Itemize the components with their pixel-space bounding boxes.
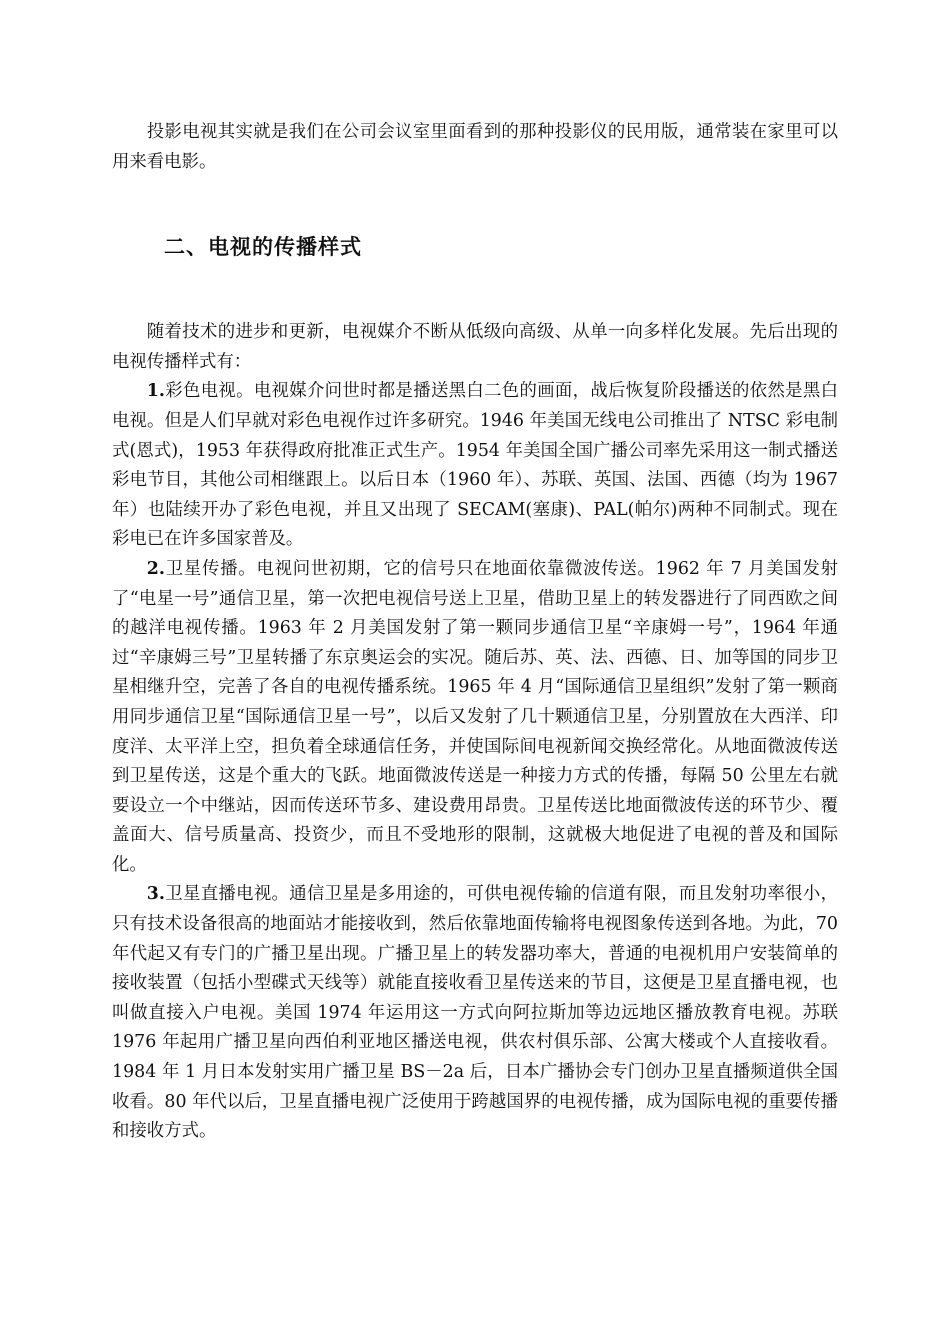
spacer xyxy=(112,177,838,232)
lead-paragraph: 随着技术的进步和更新，电视媒介不断从低级向高级、从单一向多样化发展。先后出现的电视传播样式有： xyxy=(112,322,838,372)
section-heading: 二、电视的传播样式 xyxy=(164,235,362,260)
item-paragraph-1 xyxy=(112,377,838,555)
item-text: 彩色电视。电视媒介问世时都是播送黑白二色的画面，战后恢复阶段播送的依然是黑白电视。但是人们早就对彩色电视作过许多研究。1946 年美国无线电公司推出了 NTSC 彩电制式(恩式)，1953 年获得政府批准正式生产。1954 年美国全国广播公司率先采用这一制式播送彩电节目，其他公司相继跟上。以后日本（1960 年）、苏联、英国、法国、西德（均为 1967 年）也陆续开办了彩色电视，并且又出现了 SECAM(塞康)、PAL(帕尔)两种不同制式。现在彩电已在许多国家普及。 xyxy=(112,381,838,550)
document-page xyxy=(112,118,838,1147)
intro-paragraph: 投影电视其实就是我们在公司会议室里面看到的那种投影仪的民用版，通常装在家里可以用来看电影。 xyxy=(112,122,838,172)
item-paragraph-2 xyxy=(112,555,838,881)
item-text: 卫星传播。电视问世初期，它的信号只在地面依靠微波传送。1962 年 7 月美国发射了“电星一号”通信卫星，第一次把电视信号送上卫星，借助卫星上的转发器进行了同西欧之间的越洋电视传播。1963 年 2 月美国发射了第一颗同步通信卫星“辛康姆一号”，1964 年通过“辛康姆三号”卫星转播了东京奥运会的实况。随后苏、英、法、西德、日、加等国的同步卫星相继升空，完善了各自的电视传播系统。1965 年 4 月“国际通信卫星组织”发射了第一颗商用同步通信卫星“国际通信卫星一号”，以后又发射了几十颗通信卫星，分别置放在大西洋、印度洋、太平洋上空，担负着全球通信任务，并使国际间电视新闻交换经常化。从地面微波传送到卫星传送，这是个重大的飞跃。地面微波传送是一种接力方式的传播，每隔 50 公里左右就要设立一个中继站，因而传送环节多、建设费用昂贵。卫星传送比地面微波传送的环节少、覆盖面大、信号质量高、投资少，而且不受地形的限制，这就极大地促进了电视的普及和国际化。 xyxy=(112,558,838,875)
spacer xyxy=(112,262,838,318)
item-number: 1. xyxy=(146,381,165,402)
item-number: 2. xyxy=(146,558,165,579)
item-paragraph-3 xyxy=(112,880,838,1146)
item-number: 3. xyxy=(146,884,165,905)
item-text: 卫星直播电视。通信卫星是多用途的，可供电视传输的信道有限，而且发射功率很小，只有技术设备很高的地面站才能接收到，然后依靠地面传输将电视图象传送到各地。为此，70 年代起又有专门的广播卫星出现。广播卫星上的转发器功率大，普通的电视机用户安装简单的接收装置（包括小型碟式天线等）就能直接收看卫星传送来的节目，这便是卫星直播电视，也叫做直接入户电视。美国 1974 年运用这一方式向阿拉斯加等边远地区播放教育电视。苏联 1976 年起用广播卫星向西伯利亚地区播送电视，供农村俱乐部、公寓大楼或个人直接收看。 1984 年 1 月日本发射实用广播卫星 BS－2a 后，日本广播协会专门创办卫星直播频道供全国收看。80 年代以后，卫星直播电视广泛使用于跨越国界的电视传播，成为国际电视的重要传播和接收方式。 xyxy=(112,884,838,1142)
